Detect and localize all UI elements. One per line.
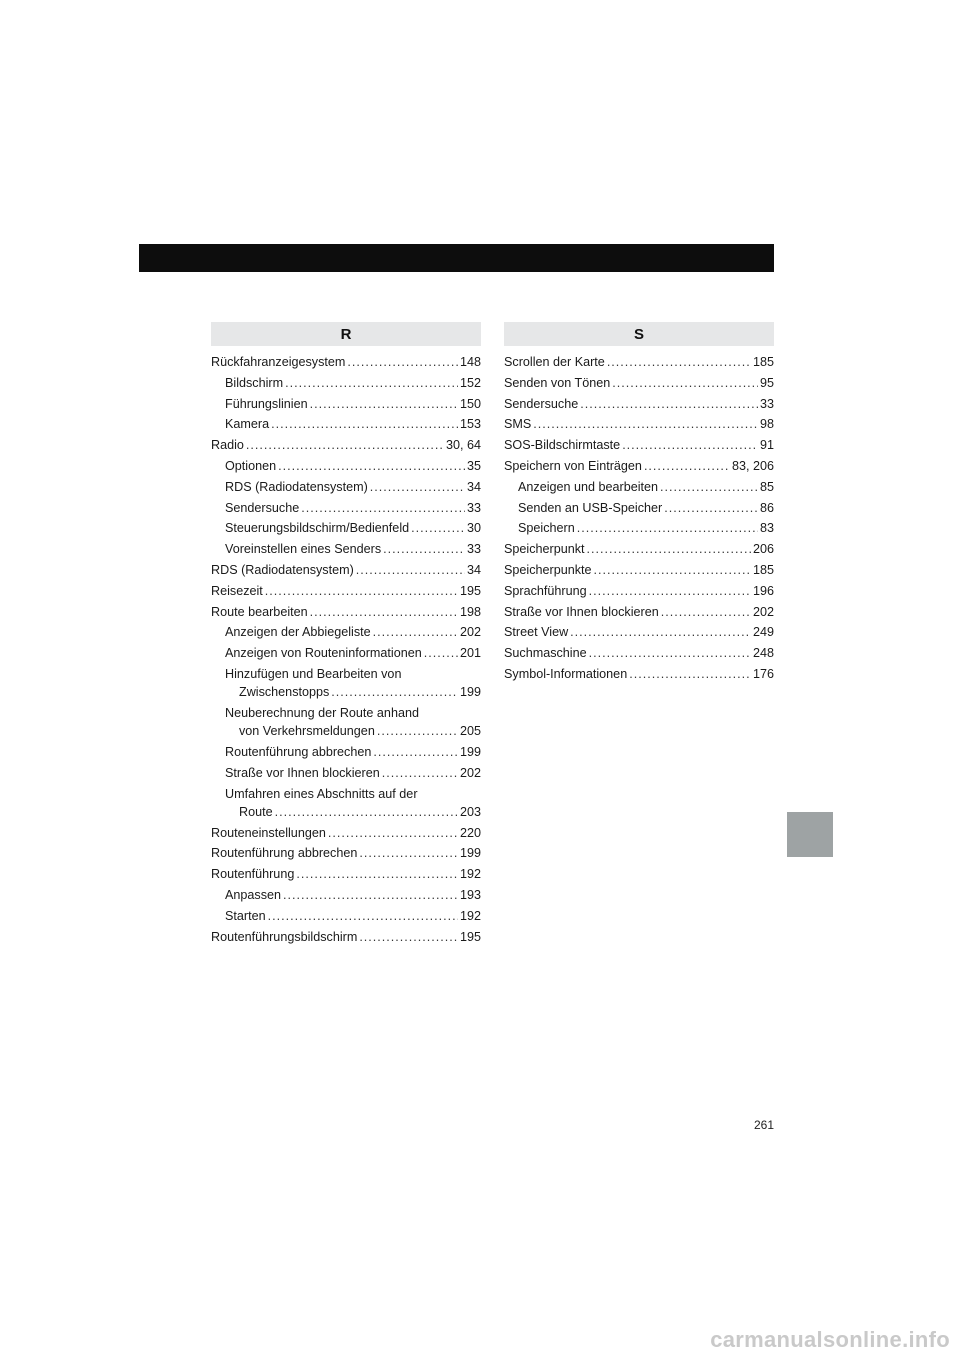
entry-label: Umfahren eines Abschnitts auf der: [225, 786, 418, 801]
index-entry: [211, 581, 481, 602]
index-entry: [211, 414, 481, 435]
index-entry: [211, 664, 481, 703]
entry-page-ref: 185: [752, 562, 774, 577]
watermark: carmanualsonline.info: [710, 1327, 950, 1352]
entry-page-ref: 85: [759, 479, 774, 494]
section-heading-r: R: [211, 322, 481, 346]
leader-dots: [612, 373, 758, 394]
leader-dots: [589, 643, 751, 664]
entry-page-ref: 33: [466, 500, 481, 515]
entry-label: Speichern: [518, 521, 575, 536]
entry-label: Route bearbeiten: [211, 604, 308, 619]
entry-page-ref: 195: [459, 583, 481, 598]
entry-page-ref: 248: [752, 646, 774, 661]
entry-page-ref: 35: [466, 458, 481, 473]
entry-page-ref: 30: [466, 521, 481, 536]
section-heading-s: S: [504, 322, 774, 346]
leader-dots: [607, 352, 751, 373]
entry-page-ref: 203: [459, 804, 481, 819]
leader-dots: [383, 539, 465, 560]
index-entry: [211, 539, 481, 560]
leader-dots: [373, 742, 458, 763]
entry-page-ref: 33: [759, 396, 774, 411]
leader-dots: [347, 352, 458, 373]
entry-label: Sendersuche: [504, 396, 579, 411]
leader-dots: [533, 414, 758, 435]
entry-page-ref: 199: [459, 684, 481, 699]
entry-page-ref: 148: [459, 355, 481, 369]
index-entry: [211, 435, 481, 456]
entry-label: Routenführung abbrechen: [225, 744, 372, 759]
index-entry: [504, 456, 774, 477]
leader-dots: [373, 622, 458, 643]
leader-dots: [265, 581, 458, 602]
header-bar: [139, 244, 774, 272]
entry-label: Routeneinstellungen: [211, 825, 326, 840]
leader-dots: [271, 414, 458, 435]
leader-dots: [587, 539, 751, 560]
leader-dots: [424, 643, 458, 664]
index-entry: [211, 477, 481, 498]
entry-label: Sendersuche: [225, 500, 300, 515]
leader-dots: [580, 394, 758, 415]
entry-label: Rückfahranzeigesystem: [211, 355, 346, 369]
entry-page-ref: 192: [459, 867, 481, 882]
index-entry: [504, 394, 774, 415]
entry-label: Optionen: [225, 458, 277, 473]
chapter-side-tab: [787, 812, 833, 857]
entry-page-ref: 98: [759, 417, 774, 432]
entry-label: Routenführungsbildschirm: [211, 929, 358, 944]
entry-label: Reisezeit: [211, 583, 263, 598]
entry-page-ref: 30, 64: [445, 438, 481, 453]
entry-page-ref: 195: [459, 929, 481, 944]
index-entry: [211, 823, 481, 844]
leader-dots: [268, 906, 458, 927]
index-entry: [211, 498, 481, 519]
entry-page-ref: 206: [752, 542, 774, 557]
entry-page-ref: 83, 206: [731, 458, 774, 473]
entry-page-ref: 95: [759, 375, 774, 390]
entry-page-ref: 192: [459, 908, 481, 923]
entry-label: RDS (Radiodatensystem): [225, 479, 368, 494]
leader-dots: [644, 456, 730, 477]
entry-label: Anpassen: [225, 887, 282, 902]
leader-dots: [370, 477, 465, 498]
entry-label-continued: Route: [239, 804, 273, 819]
index-entry: [504, 352, 774, 373]
entry-label: Bildschirm: [225, 375, 284, 390]
leader-dots: [296, 864, 458, 885]
entry-label: Voreinstellen eines Senders: [225, 542, 382, 557]
entry-page-ref: 199: [459, 744, 481, 759]
entry-page-ref: 152: [459, 375, 481, 390]
entry-label: Speicherpunkt: [504, 542, 585, 557]
index-entry: [211, 742, 481, 763]
leader-dots: [278, 456, 465, 477]
index-entry: [211, 622, 481, 643]
leader-dots: [382, 763, 458, 784]
entry-label: Straße vor Ihnen blockieren: [225, 765, 380, 780]
entry-label: SMS: [504, 417, 532, 432]
entry-continuation: [225, 722, 481, 740]
index-entry: [211, 906, 481, 927]
index-list-r: [211, 352, 481, 947]
index-entry: [504, 477, 774, 498]
index-entry: [504, 581, 774, 602]
leader-dots: [359, 927, 458, 948]
index-entry: [211, 784, 481, 823]
entry-page-ref: 202: [752, 604, 774, 619]
entry-page-ref: 196: [752, 583, 774, 598]
entry-label: Neuberechnung der Route anhand: [225, 705, 419, 720]
index-entry: [211, 518, 481, 539]
entry-label-continued: von Verkehrsmeldungen: [239, 723, 375, 738]
entry-page-ref: 198: [459, 604, 481, 619]
entry-label: Speicherpunkte: [504, 562, 592, 577]
entry-page-ref: 205: [459, 723, 481, 738]
entry-label: Street View: [504, 625, 569, 640]
leader-dots: [629, 664, 751, 685]
leader-dots: [570, 622, 751, 643]
index-entry: [211, 560, 481, 581]
index-entry: [504, 435, 774, 456]
entry-page-ref: 202: [459, 765, 481, 780]
entry-page-ref: 34: [466, 479, 481, 494]
page-number: 261: [753, 1118, 774, 1132]
entry-page-ref: 33: [466, 542, 481, 557]
entry-label-continued: Zwischenstopps: [239, 684, 330, 699]
entry-page-ref: 86: [759, 500, 774, 515]
leader-dots: [660, 477, 758, 498]
entry-label: Symbol-Informationen: [504, 666, 628, 681]
leader-dots: [589, 581, 751, 602]
leader-dots: [577, 518, 758, 539]
index-entry: [504, 414, 774, 435]
entry-page-ref: 202: [459, 625, 481, 640]
leader-dots: [310, 394, 458, 415]
leader-dots: [246, 435, 444, 456]
entry-page-ref: 185: [752, 355, 774, 369]
index-entry: [211, 864, 481, 885]
entry-label: Radio: [211, 438, 244, 453]
index-entry: [211, 394, 481, 415]
index-entry: [211, 602, 481, 623]
leader-dots: [377, 722, 458, 740]
index-entry: [211, 843, 481, 864]
entry-page-ref: 83: [759, 521, 774, 536]
entry-label: Senden an USB-Speicher: [518, 500, 663, 515]
leader-dots: [283, 885, 458, 906]
index-entry: [504, 602, 774, 623]
entry-page-ref: 150: [459, 396, 481, 411]
leader-dots: [328, 823, 458, 844]
entry-label: Anzeigen von Routeninformationen: [225, 646, 422, 661]
entry-continuation: [225, 683, 481, 701]
index-entry: [211, 643, 481, 664]
entry-label: Speichern von Einträgen: [504, 458, 642, 473]
entry-label: Senden von Tönen: [504, 375, 611, 390]
entry-label: SOS-Bildschirmtaste: [504, 438, 621, 453]
entry-page-ref: 91: [759, 438, 774, 453]
entry-page-ref: 176: [752, 666, 774, 681]
index-entry: [504, 643, 774, 664]
entry-page-ref: 199: [459, 846, 481, 861]
entry-label: Kamera: [225, 417, 270, 432]
leader-dots: [359, 843, 458, 864]
index-entry: [211, 927, 481, 948]
leader-dots: [594, 560, 751, 581]
index-entry: [504, 518, 774, 539]
leader-dots: [664, 498, 758, 519]
entry-label: Steuerungsbildschirm/Bedienfeld: [225, 521, 410, 536]
index-entry: [504, 622, 774, 643]
index-entry: [504, 373, 774, 394]
index-entry: [504, 664, 774, 685]
leader-dots: [310, 602, 458, 623]
index-column-s: [504, 322, 774, 685]
entry-label: Straße vor Ihnen blockieren: [504, 604, 659, 619]
index-entry: [211, 763, 481, 784]
leader-dots: [301, 498, 465, 519]
leader-dots: [622, 435, 758, 456]
index-entry: [211, 703, 481, 742]
index-list-s: [504, 352, 774, 685]
index-entry: [504, 498, 774, 519]
entry-page-ref: 193: [459, 887, 481, 902]
entry-page-ref: 201: [459, 646, 481, 661]
entry-label: Sprachführung: [504, 583, 587, 598]
entry-label: Suchmaschine: [504, 646, 587, 661]
index-entry: [211, 885, 481, 906]
entry-label: Routenführung abbrechen: [211, 846, 358, 861]
leader-dots: [661, 602, 751, 623]
leader-dots: [275, 803, 458, 821]
leader-dots: [411, 518, 465, 539]
index-entry: [211, 456, 481, 477]
entry-page-ref: 220: [459, 825, 481, 840]
index-entry: [504, 539, 774, 560]
entry-label: Hinzufügen und Bearbeiten von: [225, 666, 402, 681]
entry-label: Anzeigen der Abbiegeliste: [225, 625, 371, 640]
leader-dots: [331, 683, 458, 701]
leader-dots: [356, 560, 465, 581]
entry-label: Starten: [225, 908, 266, 923]
entry-label: Führungslinien: [225, 396, 308, 411]
entry-label: RDS (Radiodatensystem): [211, 562, 354, 577]
entry-page-ref: 249: [752, 625, 774, 640]
entry-label: Routenführung: [211, 867, 295, 882]
index-column-r: [211, 322, 481, 947]
index-entry: [211, 373, 481, 394]
index-entry: [211, 352, 481, 373]
entry-page-ref: 34: [466, 562, 481, 577]
entry-label: Scrollen der Karte: [504, 355, 605, 369]
entry-continuation: [225, 803, 481, 821]
index-entry: [504, 560, 774, 581]
leader-dots: [285, 373, 458, 394]
entry-label: Anzeigen und bearbeiten: [518, 479, 659, 494]
entry-page-ref: 153: [459, 417, 481, 432]
